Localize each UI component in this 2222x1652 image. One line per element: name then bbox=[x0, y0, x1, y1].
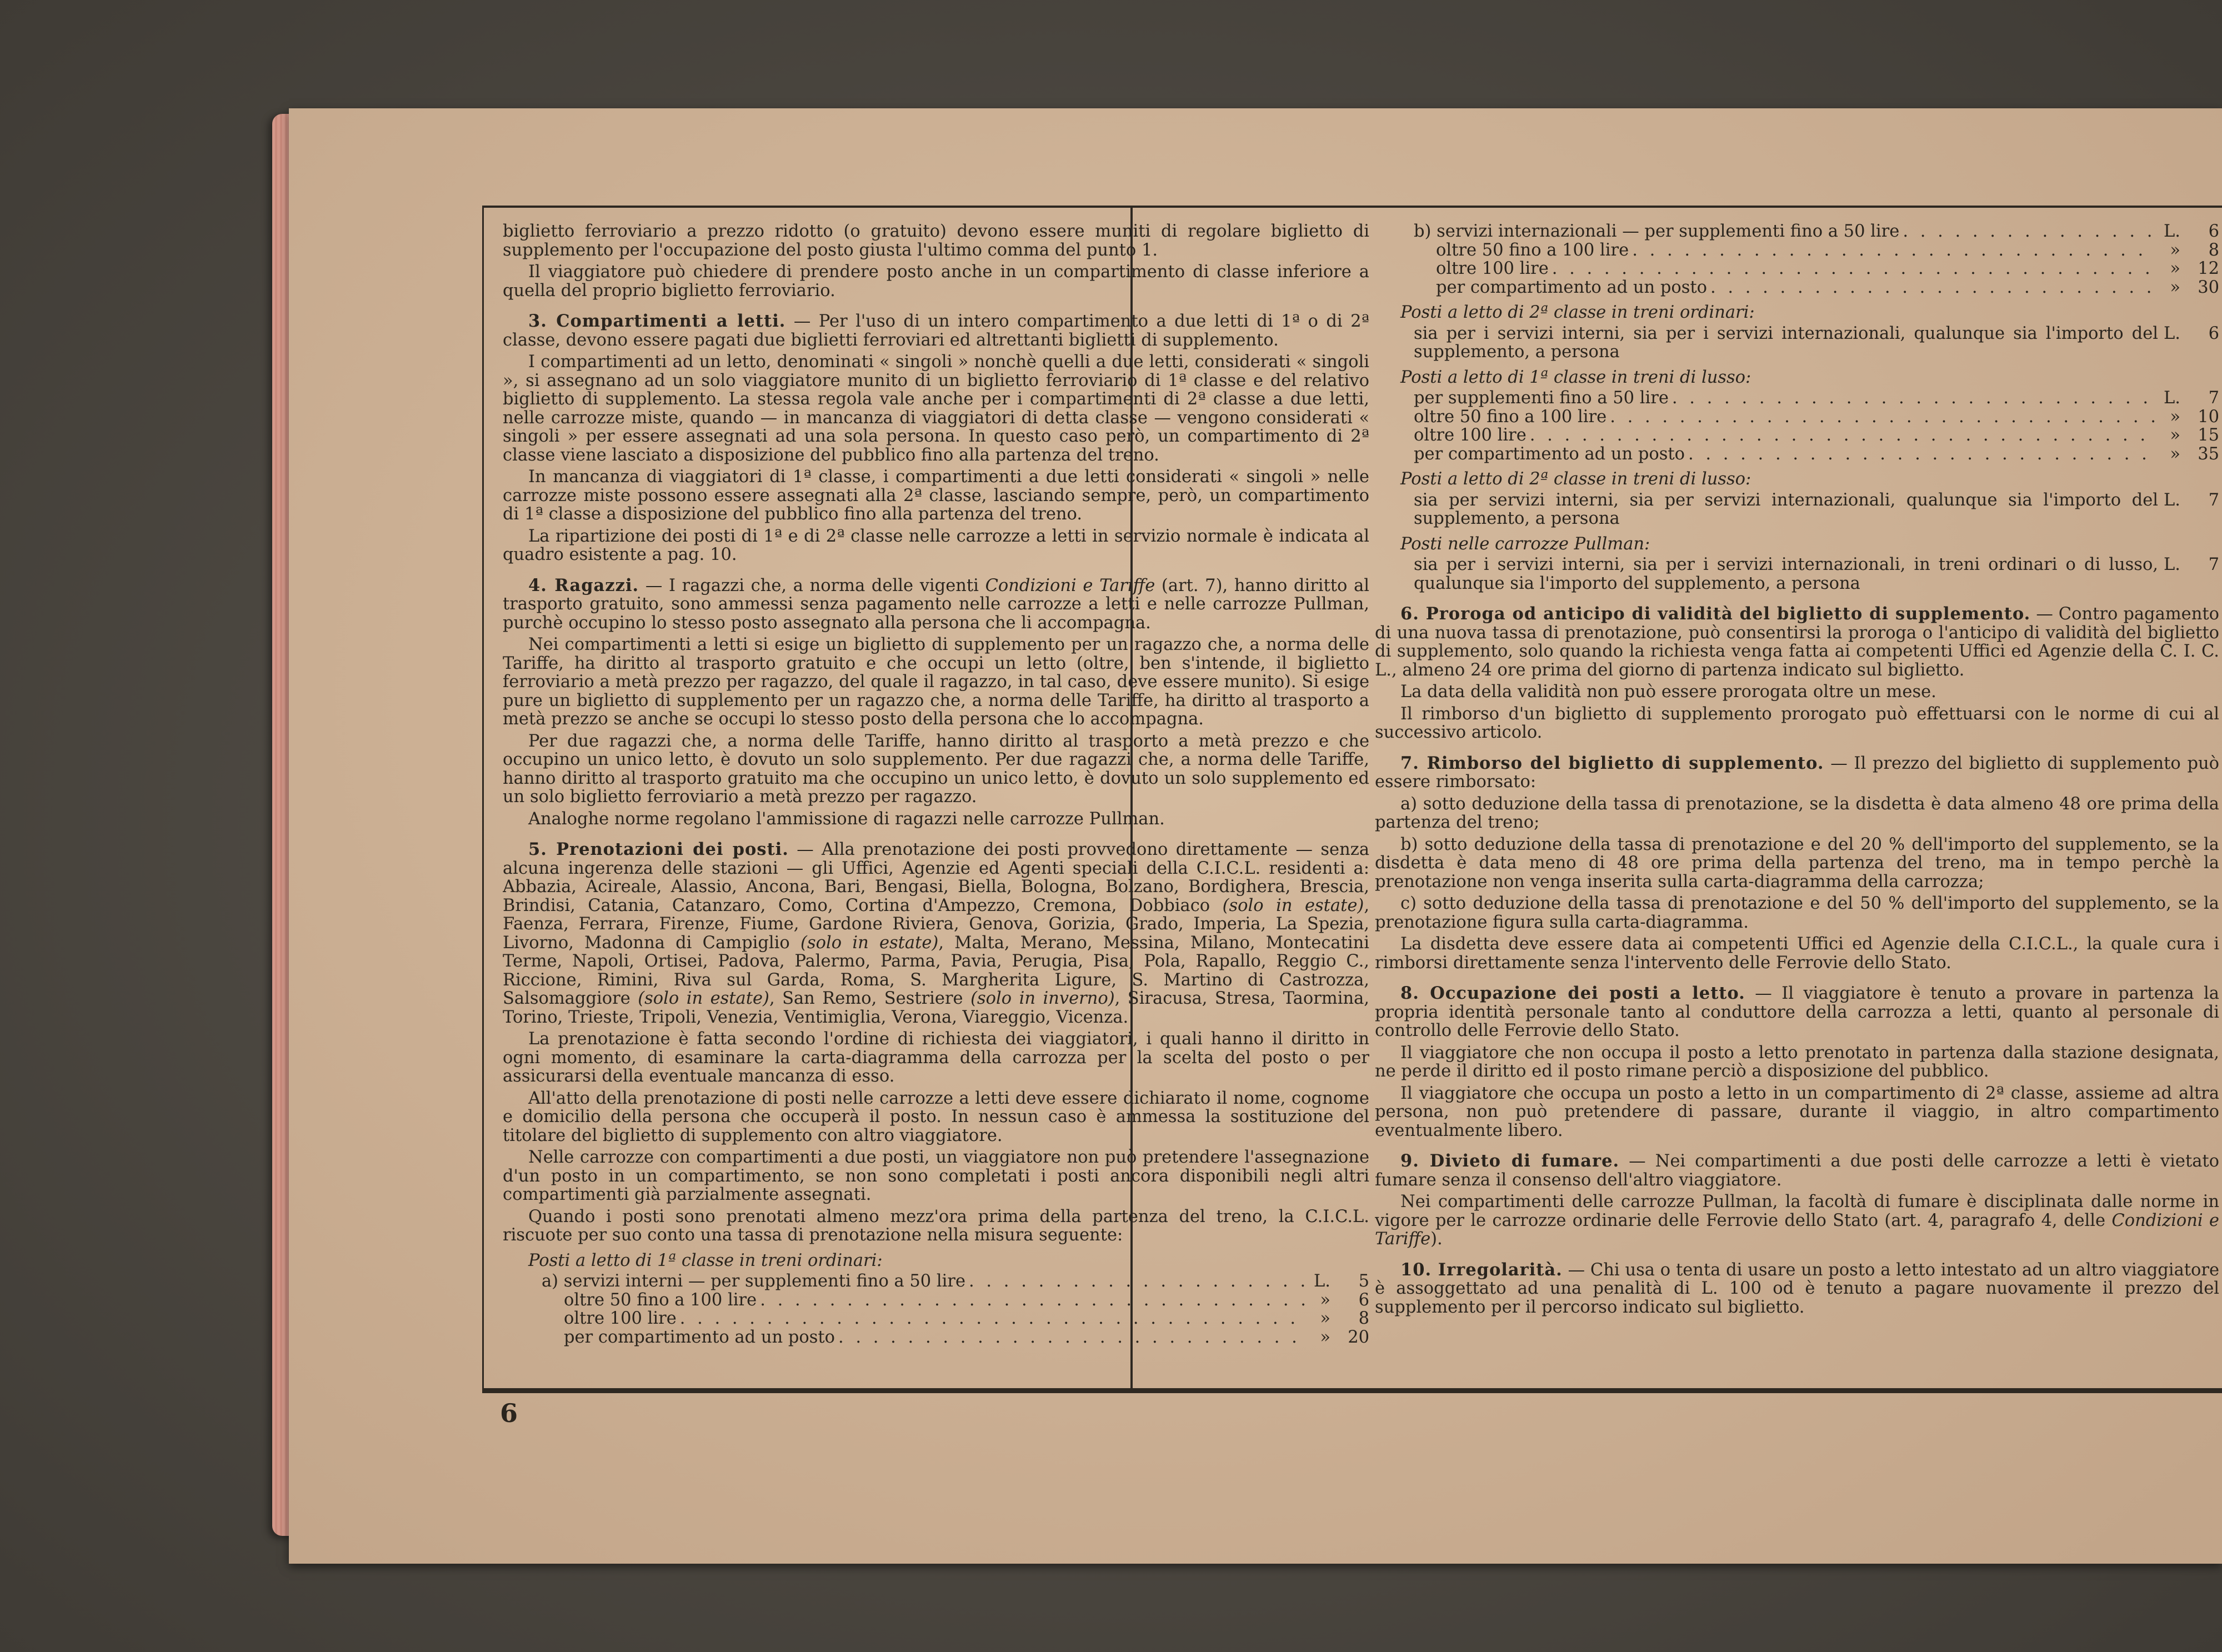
paragraph bbox=[1375, 1193, 2219, 1249]
fee-row bbox=[564, 1291, 1369, 1310]
fee-amount: 20 bbox=[1348, 1327, 1369, 1346]
currency: L. bbox=[2164, 555, 2180, 574]
fee-amount: 8 bbox=[1358, 1309, 1369, 1328]
section-4 bbox=[503, 577, 1369, 633]
fee-label: oltre 100 lire bbox=[1436, 259, 1549, 278]
leader-dots bbox=[1530, 426, 2155, 445]
paragraph: La prenotazione è fatta secondo l'ordine di richiesta dei viaggiatori, i quali hanno il diritto in ogni momento, di esaminare la carta-diagramma della carrozza per la scelta del posto o per assicurarsi della eventuale mancanza di esso. bbox=[503, 1029, 1369, 1086]
paragraph-text: (art. 7), hanno diritto al trasporto gratuito, sono ammessi senza pagamento nelle carrozze a letti e nelle carrozze Pullman, purchè occupino lo stesso posto assegnato alla persona che li accompagna. bbox=[503, 575, 1369, 633]
section-heading: 9. Divieto di fumare. bbox=[1400, 1151, 1620, 1171]
currency: » bbox=[1320, 1290, 1330, 1310]
currency: » bbox=[1320, 1309, 1330, 1328]
paragraph: In mancanza di viaggiatori di 1ª classe, i compartimenti a due letti considerati « singoli » nelle carrozze miste possono essere assegnati alla 2ª classe, lasciando sempre, però, un compartimento di 1ª classe a disposizione del pubblico fino alla partenza del treno. bbox=[503, 467, 1369, 524]
fee-label: per supplementi fino a 50 lire bbox=[1414, 388, 1669, 408]
paragraph: Nelle carrozze con compartimenti a due posti, un viaggiatore non può pretendere l'assegnazione d'un posto in un compartimento, se non sono completati i posti ancora disponibili negli altri compartimenti già parzialmente assegnati. bbox=[503, 1148, 1369, 1204]
paragraph-text: — Chi usa o tenta di usare un posto a letto intestato ad un altro viaggiatore è assoggettato ad una penalità di L. 100 od è tenuto a pagare nuovamente il prezzo del supplemento per il percorso indicato sul biglietto. bbox=[1375, 1260, 2219, 1317]
fee-table-heading: Posti a letto di 1ª classe in treni di lusso: bbox=[1400, 367, 1751, 387]
fee-label: sia per i servizi interni, sia per i servizi internazionali, qualunque sia l'importo del supplemento, a persona bbox=[1414, 323, 2158, 362]
fee-label: oltre 50 fino a 100 lire bbox=[564, 1290, 757, 1310]
fee-row bbox=[1414, 408, 2219, 427]
italic-text: (solo in estate) bbox=[638, 989, 769, 1008]
currency: » bbox=[2170, 240, 2180, 260]
currency: » bbox=[2170, 425, 2180, 445]
paragraph: Il viaggiatore che non occupa il posto a letto prenotato in partenza dalla stazione designata, ne perde il diritto ed il posto rimane perciò a disposizione del pubblico. bbox=[1375, 1043, 2219, 1081]
leader-dots bbox=[838, 1328, 1305, 1347]
paragraph: All'atto della prenotazione di posti nelle carrozze a letti deve essere dichiarato il nome, cognome e domicilio della persona che occuperà il posto. In nessun caso è ammessa la sostituzione del titolare del biglietto di supplemento con altro viaggiatore. bbox=[503, 1088, 1369, 1145]
italic-text: (solo in estate) bbox=[1222, 895, 1364, 915]
fee-label: per compartimento ad un posto bbox=[1436, 277, 1707, 297]
section-heading: 3. Compartimenti a letti. bbox=[528, 311, 786, 331]
paragraph: Il viaggiatore che occupa un posto a letto in un compartimento di 2ª classe, assieme ad altra persona, non può pretendere di passare, durante il viaggio, in altro compartimento eventualmente libero. bbox=[1375, 1083, 2219, 1140]
paragraph: Il viaggiatore può chiedere di prendere posto anche in un compartimento di classe inferiore a quella del proprio biglietto ferroviario. bbox=[503, 262, 1369, 301]
fee-row bbox=[542, 1272, 1369, 1291]
paragraph-text: , San Remo, Sestriere bbox=[769, 989, 963, 1008]
fee-row bbox=[1414, 222, 2219, 241]
paragraph-text: , Siracusa, Stresa, Taormina, Torino, Trieste, Tripoli, Venezia, Ventimiglia, Verona, Viareggio, Vicenza. bbox=[503, 989, 1369, 1027]
section-7 bbox=[1375, 754, 2219, 792]
fee-label: oltre 50 fino a 100 lire bbox=[1436, 240, 1629, 260]
fee-amount: 6 bbox=[2208, 323, 2219, 343]
paragraph: I compartimenti ad un letto, denominati « singoli » nonchè quelli a due letti, considerati « singoli », si assegnano ad un solo viaggiatore munito di un biglietto ferroviario di 1ª classe e del relativo biglietto di supplemento. La stessa regola vale anche per i compartimenti di 2ª classe a due letti, nelle carrozze miste, quando — in mancanza di viaggiatori di detta classe — vengono considerati « singoli » per essere assegnati ad una sola persona. In questo caso però, un compartimento di 2ª classe viene lasciato a disposizione del pubblico fino alla partenza del treno. bbox=[503, 352, 1369, 465]
paragraph-text: — Contro pagamento di una nuova tassa di prenotazione, può consentirsi la proroga o l'anticipo di validità del biglietto di supplemento, solo quando la richiesta venga fatta ai competenti Uffici ed Agenzie della C. I. C. L., almeno 24 ore prima del giorno di partenza indicato sul biglietto. bbox=[1375, 604, 2219, 680]
paragraph-text: , Faenza, Ferrara, Firenze, Fiume, Gardone Riviera, Genova, Gorizia, Grado, Imperia, La Spezia, Livorno, Madonna di Campiglio bbox=[503, 895, 1369, 953]
fee-amount: 7 bbox=[2208, 388, 2219, 408]
paragraph: b) sotto deduzione della tassa di prenotazione e del 20 % dell'importo del supplemento, se la disdetta è data meno di 48 ore prima della partenza del treno, ma in tempo perchè la prenotazione non venga inserita sulla carta-diagramma della carrozza; bbox=[1375, 834, 2219, 892]
fee-table-heading: Posti a letto di 2ª classe in treni ordinari: bbox=[1400, 303, 1755, 322]
currency: » bbox=[2170, 444, 2180, 464]
left-column bbox=[503, 222, 1369, 1346]
section-heading: 7. Rimborso del biglietto di supplemento. bbox=[1400, 753, 1824, 773]
currency: L. bbox=[2164, 222, 2180, 241]
currency: » bbox=[2170, 407, 2180, 427]
paragraph-text: — I ragazzi che, a norma delle vigenti bbox=[645, 575, 979, 595]
section-heading: 10. Irregolarità. bbox=[1400, 1259, 1563, 1280]
fee-row bbox=[1436, 259, 2219, 278]
fee-amount: 5 bbox=[1358, 1271, 1369, 1291]
fee-row bbox=[564, 1328, 1369, 1347]
fee-row bbox=[1436, 241, 2219, 260]
leader-dots bbox=[1672, 389, 2155, 408]
currency: L. bbox=[2164, 388, 2180, 408]
section-6 bbox=[1375, 605, 2219, 679]
italic-text: Condizioni e Tariffe bbox=[1375, 1210, 2219, 1249]
paragraph: Quando i posti sono prenotati almeno mezz'ora prima della partenza del treno, la C.I.C.L. riscuote per suo conto una tassa di prenotazione nella misura seguente: bbox=[503, 1207, 1369, 1245]
fee-amount: 12 bbox=[2198, 259, 2219, 278]
paragraph-text: — Per l'uso di un intero compartimento a due letti di 1ª o di 2ª classe, devono essere pagati due biglietti ferroviari ed altrettanti biglietti di supplemento. bbox=[503, 312, 1369, 350]
paragraph-text: — Alla prenotazione dei posti provvedono direttamente — senza alcuna ingerenza delle stazioni — gli Uffici, Agenzie ed Agenti speciali della C.I.C.L. residenti a: Abbazia, Acireale, Alassio, Ancona, Bari, Bengasi, Biella, Bologna, Bolzano, Bordighera, Brescia, Brindisi, Catania, Catanzaro, Como, Cortina d'Ampezzo, Cremona, Dobbiaco bbox=[503, 840, 1369, 915]
fee-amount: 35 bbox=[2198, 444, 2219, 464]
leader-dots bbox=[969, 1272, 1305, 1291]
paragraph: biglietto ferroviario a prezzo ridotto (o gratuito) devono essere muniti di regolare biglietto di supplemento per l'occupazione del posto giusta l'ultimo comma del punto 1. bbox=[503, 222, 1369, 260]
paragraph-text: , Malta, Merano, Messina, Milano, Montecatini Terme, Napoli, Ortisei, Padova, Palermo, Parma, Pavia, Perugia, Pisa, Pola, Rapallo, Reggio C., Riccione, Rimini, Riva sul Garda, Roma, S. Margherita Ligure, S. Martino di Castrozza, Salsomaggiore bbox=[503, 933, 1369, 1008]
italic-text: (solo in inverno) bbox=[970, 989, 1115, 1008]
fee-label: per compartimento ad un posto bbox=[1414, 444, 1685, 464]
paragraph: Analoghe norme regolano l'ammissione di ragazzi nelle carrozze Pullman. bbox=[528, 809, 1165, 829]
section-8 bbox=[1375, 984, 2219, 1040]
fee-row bbox=[1414, 426, 2219, 445]
fee-label: oltre 100 lire bbox=[1414, 425, 1527, 445]
fee-amount: 7 bbox=[2208, 555, 2219, 574]
fee-amount: 6 bbox=[1358, 1290, 1369, 1310]
leader-dots bbox=[1632, 241, 2155, 260]
paragraph-text: — Il viaggiatore è tenuto a provare in partenza la propria identità personale tanto al conduttore della carrozza a letti, quanto al personale di controllo delle Ferrovie dello Stato. bbox=[1375, 984, 2219, 1040]
paragraph: a) sotto deduzione della tassa di prenotazione, se la disdetta è data almeno 48 ore prima della partenza del treno; bbox=[1375, 794, 2219, 832]
fee-amount: 30 bbox=[2198, 277, 2219, 297]
leader-dots bbox=[1688, 445, 2155, 464]
paragraph: La ripartizione dei posti di 1ª e di 2ª classe nelle carrozze a letti in servizio normale è indicata al quadro esistente a pag. 10. bbox=[503, 526, 1369, 564]
paragraph: La disdetta deve essere data ai competenti Uffici ed Agenzie della C.I.C.L., la quale cura i rimborsi direttamente senza l'intervento delle Ferrovie dello Stato. bbox=[1375, 934, 2219, 973]
fee-label: oltre 100 lire bbox=[564, 1309, 677, 1328]
leader-dots bbox=[1903, 222, 2155, 241]
fee-table bbox=[1375, 222, 2219, 297]
paragraph: Per due ragazzi che, a norma delle Tariffe, hanno diritto al trasporto a metà prezzo e che occupino un unico letto, è dovuto un solo supplemento. Per due ragazzi che, a norma delle Tariffe, hanno diritto al trasporto gratuito ma che occupino un unico letto, è dovuto un solo supplemento ed un solo biglietto ferroviario a metà prezzo per ragazzo. bbox=[503, 731, 1369, 807]
fee-amount: 8 bbox=[2208, 240, 2219, 260]
fee-table-heading: Posti nelle carrozze Pullman: bbox=[1400, 534, 1650, 554]
fee-label: sia per servizi interni, sia per servizi internazionali, qualunque sia l'importo del supplemento, a persona bbox=[1414, 490, 2158, 528]
section-3 bbox=[503, 312, 1369, 349]
fee-row bbox=[1414, 555, 2219, 593]
italic-text: Condizioni e Tariffe bbox=[985, 575, 1155, 595]
booklet-page bbox=[289, 108, 2222, 1564]
fee-row bbox=[1436, 278, 2219, 297]
fee-table bbox=[503, 1272, 1369, 1346]
fee-amount: 6 bbox=[2208, 222, 2219, 241]
currency: » bbox=[2170, 277, 2180, 297]
paragraph: Il rimborso d'un biglietto di supplemento prorogato può effettuarsi con le norme di cui al successivo articolo. bbox=[1375, 704, 2219, 742]
italic-text: (solo in estate) bbox=[800, 933, 939, 953]
fee-label: oltre 50 fino a 100 lire bbox=[1414, 407, 1607, 427]
paragraph: Nei compartimenti a letti si esige un biglietto di supplemento per un ragazzo che, a norma delle Tariffe, ha diritto al trasporto gratuito e che occupi un letto (oltre, ben s'intende, il biglietto ferroviario a metà prezzo per ragazzo, del quale il ragazzo, in tal caso, deve essere munito). Si esige pure un biglietto di supplemento per un ragazzo che, a norma delle Tariffe, ha diritto al trasporto a metà prezzo se anche se occupi lo stesso posto della persona che lo accompagna. bbox=[503, 635, 1369, 729]
leader-dots bbox=[1610, 408, 2155, 427]
fee-label: a) servizi interni — per supplementi fino a 50 lire bbox=[542, 1271, 966, 1291]
fee-row bbox=[1414, 491, 2219, 528]
leader-dots bbox=[680, 1309, 1305, 1328]
fee-label: sia per i servizi interni, sia per i servizi internazionali, in treni ordinari o di lusso, qualunque sia l'importo del supplemento, a persona bbox=[1414, 555, 2158, 593]
currency: » bbox=[2170, 259, 2180, 278]
section-10 bbox=[1375, 1261, 2219, 1317]
currency: L. bbox=[1314, 1271, 1330, 1291]
paragraph: c) sotto deduzione della tassa di prenotazione e del 50 % dell'importo del supplemento, se la prenotazione figura sulla carta-diagramma. bbox=[1375, 894, 2219, 932]
paragraph-text: — Il prezzo del biglietto di supplemento può essere rimborsato: bbox=[1375, 753, 2219, 792]
fee-row bbox=[1414, 445, 2219, 464]
fee-amount: 7 bbox=[2208, 490, 2219, 510]
section-heading: 4. Ragazzi. bbox=[528, 575, 639, 595]
paragraph-text: — Nei compartimenti a due posti delle carrozze a letti è vietato fumare senza il consenso dell'altro viaggiatore. bbox=[1375, 1152, 2219, 1190]
fee-row bbox=[1414, 324, 2219, 362]
fee-row bbox=[564, 1309, 1369, 1328]
fee-table-heading: Posti a letto di 1ª classe in treni ordinari: bbox=[528, 1250, 883, 1270]
paragraph: La data della validità non può essere prorogata oltre un mese. bbox=[1400, 682, 1936, 702]
right-column bbox=[1375, 222, 2219, 1320]
section-5 bbox=[503, 840, 1369, 1027]
section-9 bbox=[1375, 1152, 2219, 1189]
fee-amount: 15 bbox=[2198, 425, 2219, 445]
fee-amount: 10 bbox=[2198, 407, 2219, 427]
paragraph-text: ). bbox=[1430, 1229, 1443, 1249]
section-heading: 5. Prenotazioni dei posti. bbox=[528, 839, 789, 859]
section-heading: 8. Occupazione dei posti a letto. bbox=[1400, 983, 1745, 1003]
section-heading: 6. Proroga od anticipo di validità del biglietto di supplemento. bbox=[1400, 604, 2031, 624]
fee-label: b) servizi internazionali — per supplementi fino a 50 lire bbox=[1414, 222, 1900, 241]
currency: L. bbox=[2164, 490, 2180, 510]
fee-row bbox=[1414, 389, 2219, 408]
leader-dots bbox=[1552, 259, 2155, 278]
paragraph-text: Nei compartimenti delle carrozze Pullman, la facoltà di fumare è disciplinata dalle norme in vigore per le carrozze ordinarie delle Ferrovie dello Stato (art. 4, paragrafo 4, delle bbox=[1375, 1192, 2219, 1230]
currency: » bbox=[1320, 1327, 1330, 1346]
fee-table bbox=[1375, 389, 2219, 463]
page-number: 6 bbox=[500, 1398, 518, 1428]
leader-dots bbox=[1710, 278, 2155, 297]
leader-dots bbox=[760, 1291, 1305, 1310]
fee-table-heading: Posti a letto di 2ª classe in treni di lusso: bbox=[1400, 469, 1751, 489]
fee-label: per compartimento ad un posto bbox=[564, 1327, 835, 1346]
currency: L. bbox=[2164, 323, 2180, 343]
